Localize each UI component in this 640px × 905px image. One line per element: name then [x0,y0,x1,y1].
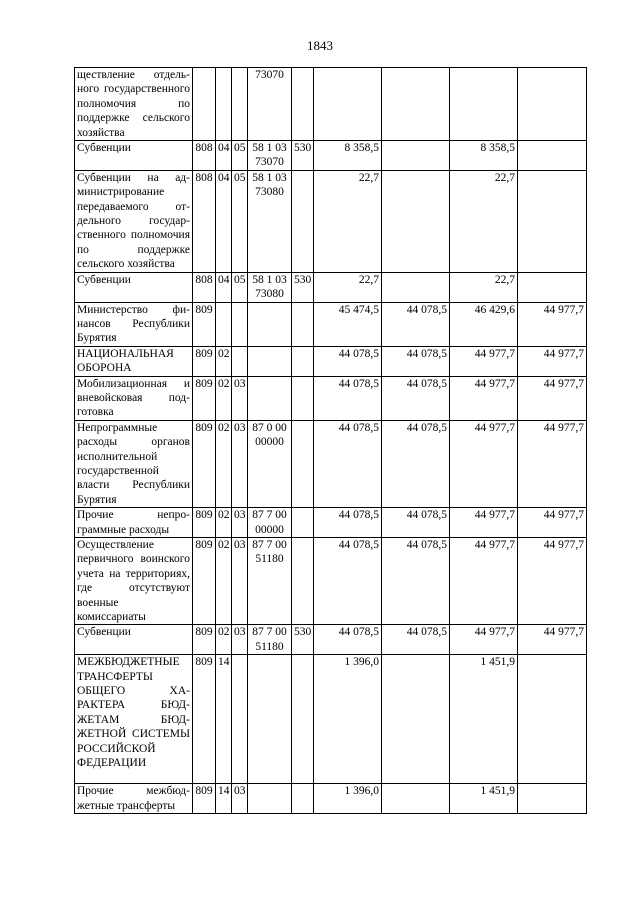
row-vr-cell [292,538,314,625]
row-sum-2-cell [382,141,450,171]
budget-table [74,67,587,814]
row-sum-4-cell: 44 977,7 [518,508,587,538]
table-row [75,420,587,507]
row-csr-cell [248,376,292,420]
row-pr-cell: 03 [232,538,248,625]
table-row [75,141,587,171]
row-name-cell: НАЦИОНАЛЬНАЯ ОБОРОНА [75,346,193,376]
row-name-cell: Субвенции [75,272,193,302]
row-sum-2-cell [382,784,450,814]
row-vr-cell: 530 [292,625,314,655]
row-name-cell: Мобилизационная и вневойсковая подготовка [75,376,193,420]
row-sum-2-cell [382,68,450,141]
row-pr-cell [232,68,248,141]
row-sum-1-cell: 45 474,5 [314,302,382,346]
row-sum-2-cell [382,655,450,784]
table-row [75,272,587,302]
row-pr-cell: 03 [232,625,248,655]
row-csr-cell: 58 1 03 73070 [248,141,292,171]
row-sum-1-cell: 22,7 [314,272,382,302]
row-name-cell: Прочие межбюджетные трансферты [75,784,193,814]
row-sum-3-cell: 44 977,7 [450,508,518,538]
row-rz-cell: 02 [216,420,232,507]
row-sum-3-cell [450,68,518,141]
row-vr-cell [292,170,314,272]
table-row [75,346,587,376]
row-vr-cell [292,655,314,784]
row-rz-cell: 02 [216,346,232,376]
row-gr-cell: 808 [193,170,216,272]
row-rz-cell [216,68,232,141]
row-csr-cell: 73070 [248,68,292,141]
row-sum-4-cell [518,170,587,272]
row-sum-1-cell: 44 078,5 [314,625,382,655]
row-sum-1-cell: 8 358,5 [314,141,382,171]
row-rz-cell: 14 [216,655,232,784]
row-sum-4-cell: 44 977,7 [518,625,587,655]
row-name-cell: Субвенции [75,141,193,171]
row-sum-2-cell [382,272,450,302]
row-sum-1-cell: 1 396,0 [314,655,382,784]
row-pr-cell: 05 [232,170,248,272]
table-row [75,784,587,814]
row-rz-cell: 02 [216,508,232,538]
row-pr-cell: 03 [232,508,248,538]
row-csr-cell: 87 0 00 00000 [248,420,292,507]
row-pr-cell: 03 [232,376,248,420]
row-sum-1-cell: 1 396,0 [314,784,382,814]
row-sum-1-cell: 22,7 [314,170,382,272]
table-row [75,170,587,272]
row-sum-3-cell: 44 977,7 [450,625,518,655]
row-gr-cell: 809 [193,538,216,625]
row-sum-2-cell: 44 078,5 [382,346,450,376]
row-gr-cell: 809 [193,625,216,655]
row-sum-2-cell: 44 078,5 [382,420,450,507]
row-rz-cell: 04 [216,170,232,272]
row-sum-1-cell [314,68,382,141]
row-pr-cell: 05 [232,141,248,171]
row-sum-2-cell: 44 078,5 [382,508,450,538]
row-sum-1-cell: 44 078,5 [314,376,382,420]
row-gr-cell: 808 [193,272,216,302]
row-sum-3-cell: 44 977,7 [450,420,518,507]
row-gr-cell: 809 [193,302,216,346]
row-sum-2-cell: 44 078,5 [382,376,450,420]
row-sum-3-cell: 44 977,7 [450,376,518,420]
row-vr-cell [292,376,314,420]
row-csr-cell [248,302,292,346]
row-rz-cell: 14 [216,784,232,814]
row-name-cell: Непрограммные расходы органов исполнительной государственной власти Республики Бурятия [75,420,193,507]
row-gr-cell: 809 [193,420,216,507]
row-sum-2-cell: 44 078,5 [382,302,450,346]
row-csr-cell [248,655,292,784]
row-sum-3-cell: 22,7 [450,170,518,272]
row-pr-cell: 05 [232,272,248,302]
row-pr-cell: 03 [232,784,248,814]
row-name-cell: Субвенции на администрирование передаваемого отдельного государственного полномочия по поддержке сельского хозяйства [75,170,193,272]
row-vr-cell [292,346,314,376]
row-sum-1-cell: 44 078,5 [314,346,382,376]
row-sum-4-cell [518,272,587,302]
row-sum-1-cell: 44 078,5 [314,538,382,625]
row-gr-cell: 809 [193,376,216,420]
table-row [75,625,587,655]
table-row [75,376,587,420]
row-sum-4-cell [518,784,587,814]
table-row [75,68,587,141]
row-sum-2-cell [382,170,450,272]
row-sum-2-cell: 44 078,5 [382,538,450,625]
row-vr-cell [292,508,314,538]
row-name-cell: Министерство финансов Республики Бурятия [75,302,193,346]
row-csr-cell: 58 1 03 73080 [248,272,292,302]
row-csr-cell: 58 1 03 73080 [248,170,292,272]
row-sum-2-cell: 44 078,5 [382,625,450,655]
row-sum-3-cell: 1 451,9 [450,784,518,814]
row-gr-cell: 809 [193,346,216,376]
row-sum-1-cell: 44 078,5 [314,420,382,507]
row-gr-cell [193,68,216,141]
row-sum-1-cell: 44 078,5 [314,508,382,538]
row-name-cell: МЕЖБЮДЖЕТНЫЕ ТРАНСФЕРТЫ ОБЩЕГО ХАРАКТЕРА БЮДЖЕТАМ БЮДЖЕТНОЙ СИСТЕМЫ РОССИЙСКОЙ ФЕДЕРАЦИИ [75,655,193,784]
row-gr-cell: 809 [193,508,216,538]
row-pr-cell: 03 [232,420,248,507]
table-row [75,508,587,538]
row-name-cell: ществление отдельного государственного полномочия по поддержке сельского хозяйства [75,68,193,141]
row-vr-cell [292,784,314,814]
row-vr-cell [292,302,314,346]
table-body [75,68,587,814]
row-csr-cell: 87 7 00 00000 [248,508,292,538]
row-csr-cell: 87 7 00 51180 [248,625,292,655]
row-name-cell: Прочие непрограммные расходы [75,508,193,538]
row-sum-4-cell: 44 977,7 [518,420,587,507]
table-row [75,302,587,346]
row-rz-cell [216,302,232,346]
row-rz-cell: 04 [216,141,232,171]
row-pr-cell [232,302,248,346]
row-vr-cell: 530 [292,141,314,171]
row-sum-3-cell: 22,7 [450,272,518,302]
row-sum-3-cell: 46 429,6 [450,302,518,346]
row-sum-4-cell [518,141,587,171]
row-sum-3-cell: 1 451,9 [450,655,518,784]
row-name-cell: Осуществление первичного воинского учета на территориях, где отсутствуют военные комиссариаты [75,538,193,625]
row-rz-cell: 04 [216,272,232,302]
row-gr-cell: 809 [193,655,216,784]
row-sum-4-cell [518,655,587,784]
row-sum-3-cell: 8 358,5 [450,141,518,171]
table-row [75,538,587,625]
table-row [75,655,587,784]
row-vr-cell: 530 [292,272,314,302]
row-vr-cell [292,68,314,141]
row-csr-cell [248,346,292,376]
row-rz-cell: 02 [216,625,232,655]
row-gr-cell: 808 [193,141,216,171]
row-name-cell: Субвенции [75,625,193,655]
row-sum-4-cell: 44 977,7 [518,346,587,376]
row-sum-4-cell: 44 977,7 [518,376,587,420]
row-rz-cell: 02 [216,376,232,420]
page-number: 1843 [307,38,333,53]
row-vr-cell [292,420,314,507]
row-pr-cell [232,655,248,784]
row-csr-cell [248,784,292,814]
row-csr-cell: 87 7 00 51180 [248,538,292,625]
row-sum-3-cell: 44 977,7 [450,346,518,376]
row-sum-3-cell: 44 977,7 [450,538,518,625]
row-gr-cell: 809 [193,784,216,814]
row-sum-4-cell: 44 977,7 [518,538,587,625]
row-sum-4-cell [518,68,587,141]
row-pr-cell [232,346,248,376]
row-rz-cell: 02 [216,538,232,625]
row-sum-4-cell: 44 977,7 [518,302,587,346]
